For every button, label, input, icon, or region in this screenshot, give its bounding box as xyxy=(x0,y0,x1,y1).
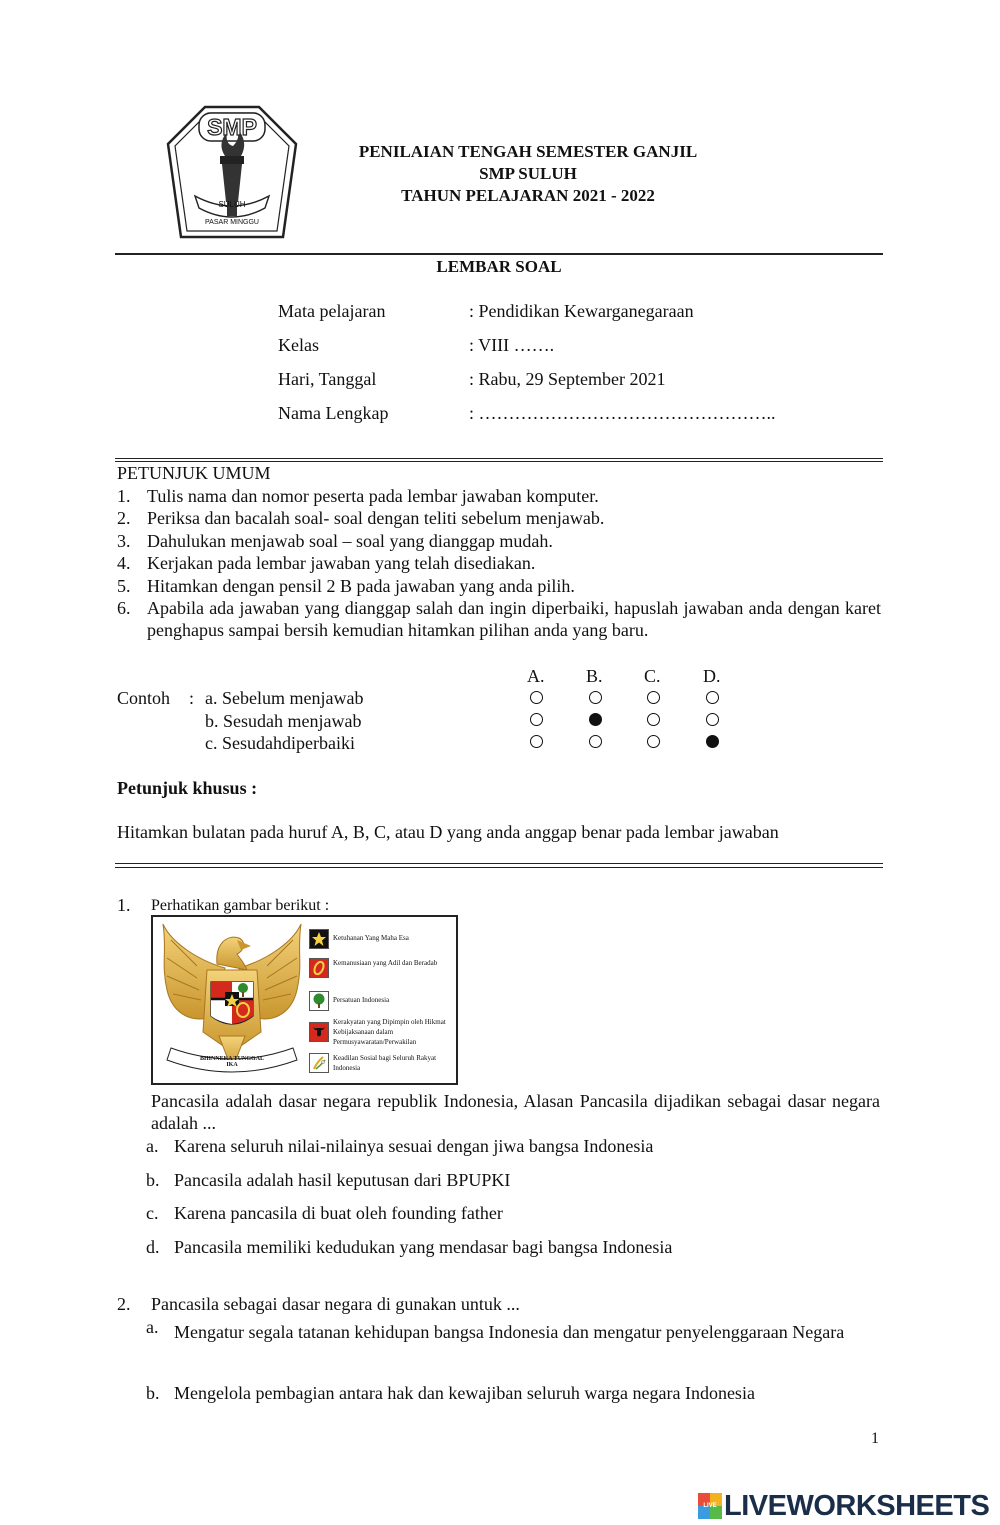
answer-option-b[interactable]: Mengelola pembagian antara hak dan kewajiban seluruh warga negara Indonesia xyxy=(174,1383,755,1403)
info-label-subject: Mata pelajaran xyxy=(278,301,386,321)
liveworksheets-logo-icon xyxy=(698,1493,722,1519)
option-letter: a. xyxy=(146,1317,159,1337)
answer-bubble-empty[interactable] xyxy=(530,713,543,726)
list-item-number: 2. xyxy=(117,508,131,528)
rice-cotton-icon xyxy=(309,1053,329,1073)
legend-label: Persatuan Indonesia xyxy=(333,996,390,1004)
list-item: Apabila ada jawaban yang dianggap salah dan ingin diperbaiki, hapuslah jawaban anda dengan karet penghapus sampai bersih kemudian hitamkan pilihan anda yang baru. xyxy=(147,598,881,640)
answer-option-b[interactable]: Pancasila adalah hasil keputusan dari BPUPKI xyxy=(174,1170,511,1190)
garuda-emblem-icon xyxy=(157,920,307,1082)
question-intro: Perhatikan gambar berikut : xyxy=(151,897,330,914)
header-divider xyxy=(115,253,883,255)
answer-bubble-empty[interactable] xyxy=(647,735,660,748)
example-label: Contoh xyxy=(117,688,171,708)
exam-title: PENILAIAN TENGAH SEMESTER GANJIL xyxy=(358,142,698,161)
answer-bubble-empty[interactable] xyxy=(706,713,719,726)
special-instructions-text: Hitamkan bulatan pada huruf A, B, C, atau D yang anda anggap benar pada lembar jawaban xyxy=(117,822,779,842)
logo-bottom-text: PASAR MINGGU xyxy=(205,219,259,226)
academic-year: TAHUN PELAJARAN 2021 - 2022 xyxy=(401,186,655,205)
option-letter-b: B. xyxy=(586,666,603,686)
answer-bubble-empty[interactable] xyxy=(530,735,543,748)
list-item: Dahulukan menjawab soal – soal yang dianggap mudah. xyxy=(147,531,553,551)
question-number: 2. xyxy=(117,1294,131,1314)
info-value-name[interactable]: : ………………………………………….. xyxy=(469,403,776,423)
list-item: Periksa dan bacalah soal- soal dengan teliti sebelum menjawab. xyxy=(147,508,605,528)
list-item-number: 3. xyxy=(117,531,131,551)
question-number: 1. xyxy=(117,895,131,915)
star-icon xyxy=(309,929,329,949)
question-stem: Pancasila adalah dasar negara republik Indonesia, Alasan Pancasila dijadikan sebagai dasar negara adalah ... xyxy=(151,1091,880,1133)
option-letter-c: C. xyxy=(644,666,661,686)
info-label-date: Hari, Tanggal xyxy=(278,369,377,389)
option-letter: b. xyxy=(146,1170,160,1190)
answer-bubble-empty[interactable] xyxy=(647,713,660,726)
banyan-tree-icon xyxy=(309,991,329,1011)
double-rule-top xyxy=(115,458,883,459)
list-item: Hitamkan dengan pensil 2 B pada jawaban yang anda pilih. xyxy=(147,576,575,596)
chain-icon xyxy=(309,958,329,978)
question-stem: Pancasila sebagai dasar negara di gunakan untuk ... xyxy=(151,1294,520,1314)
info-value-date: : Rabu, 29 September 2021 xyxy=(469,369,666,389)
legend-label: Ketuhanan Yang Maha Esa xyxy=(333,934,409,942)
list-item-number: 6. xyxy=(117,598,131,618)
answer-option-c[interactable]: Karena pancasila di buat oleh founding father xyxy=(174,1203,503,1223)
double-rule-bottom xyxy=(115,867,883,868)
option-letter: d. xyxy=(146,1237,160,1257)
answer-option-a[interactable]: Karena seluruh nilai-nilainya sesuai dengan jiwa bangsa Indonesia xyxy=(174,1136,654,1156)
example-row-label: c. Sesudahdiperbaiki xyxy=(205,733,355,753)
bull-head-icon xyxy=(309,1022,329,1042)
liveworksheets-logo-badge-text: LIVE xyxy=(703,1503,717,1509)
option-letter: c. xyxy=(146,1203,159,1223)
answer-bubble-empty[interactable] xyxy=(706,691,719,704)
example-row-label: a. Sebelum menjawab xyxy=(205,688,364,708)
answer-bubble-empty[interactable] xyxy=(589,691,602,704)
list-item: Tulis nama dan nomor peserta pada lembar jawaban komputer. xyxy=(147,486,599,506)
list-item: Kerjakan pada lembar jawaban yang telah disediakan. xyxy=(147,553,536,573)
special-instructions-title: Petunjuk khusus : xyxy=(117,778,258,798)
answer-bubble-empty[interactable] xyxy=(530,691,543,704)
info-label-name: Nama Lengkap xyxy=(278,403,389,423)
pancasila-figure xyxy=(151,915,458,1085)
page-number: 1 xyxy=(871,1430,879,1447)
logo-top-text: SMP xyxy=(207,114,257,140)
list-item-number: 1. xyxy=(117,486,131,506)
legend-label: Keadilan Sosial bagi Seluruh Rakyat Indonesia xyxy=(333,1054,437,1072)
logo-band-text: SULUH xyxy=(218,200,246,209)
option-letter-a: A. xyxy=(527,666,545,686)
option-letter: b. xyxy=(146,1383,160,1403)
motto-ribbon-text: BHINNEKA TUNGGAL IKA xyxy=(199,1056,265,1068)
general-instructions-title: PETUNJUK UMUM xyxy=(117,463,271,483)
info-value-subject: : Pendidikan Kewarganegaraan xyxy=(469,301,694,321)
info-label-class: Kelas xyxy=(278,335,319,355)
answer-bubble-filled[interactable] xyxy=(706,735,719,748)
list-item-number: 4. xyxy=(117,553,131,573)
double-rule-top xyxy=(115,863,883,864)
legend-label: Kemanusiaan yang Adil dan Beradab xyxy=(333,959,438,967)
info-value-class[interactable]: : VIII ……. xyxy=(469,335,555,355)
list-item-number: 5. xyxy=(117,576,131,596)
answer-bubble-empty[interactable] xyxy=(647,691,660,704)
option-letter-d: D. xyxy=(703,666,721,686)
answer-option-a[interactable]: Mengatur segala tatanan kehidupan bangsa Indonesia dan mengatur penyelenggaraan Negara xyxy=(174,1322,845,1342)
answer-bubble-empty[interactable] xyxy=(589,735,602,748)
answer-option-d[interactable]: Pancasila memiliki kedudukan yang mendasar bagi bangsa Indonesia xyxy=(174,1237,673,1257)
example-separator: : xyxy=(189,688,195,708)
legend-label: Kerakyatan yang Dipimpin oleh Hikmat Kebijaksanaan dalam Permusyawaratan/Perwakilan xyxy=(333,1018,446,1046)
answer-bubble-filled[interactable] xyxy=(589,713,602,726)
liveworksheets-text: LIVEWORKSHEETS xyxy=(724,1490,990,1522)
school-name: SMP SULUH xyxy=(479,164,577,183)
sheet-title: LEMBAR SOAL xyxy=(436,257,562,276)
example-row-label: b. Sesudah menjawab xyxy=(205,711,362,731)
school-logo xyxy=(165,104,299,242)
option-letter: a. xyxy=(146,1136,159,1156)
